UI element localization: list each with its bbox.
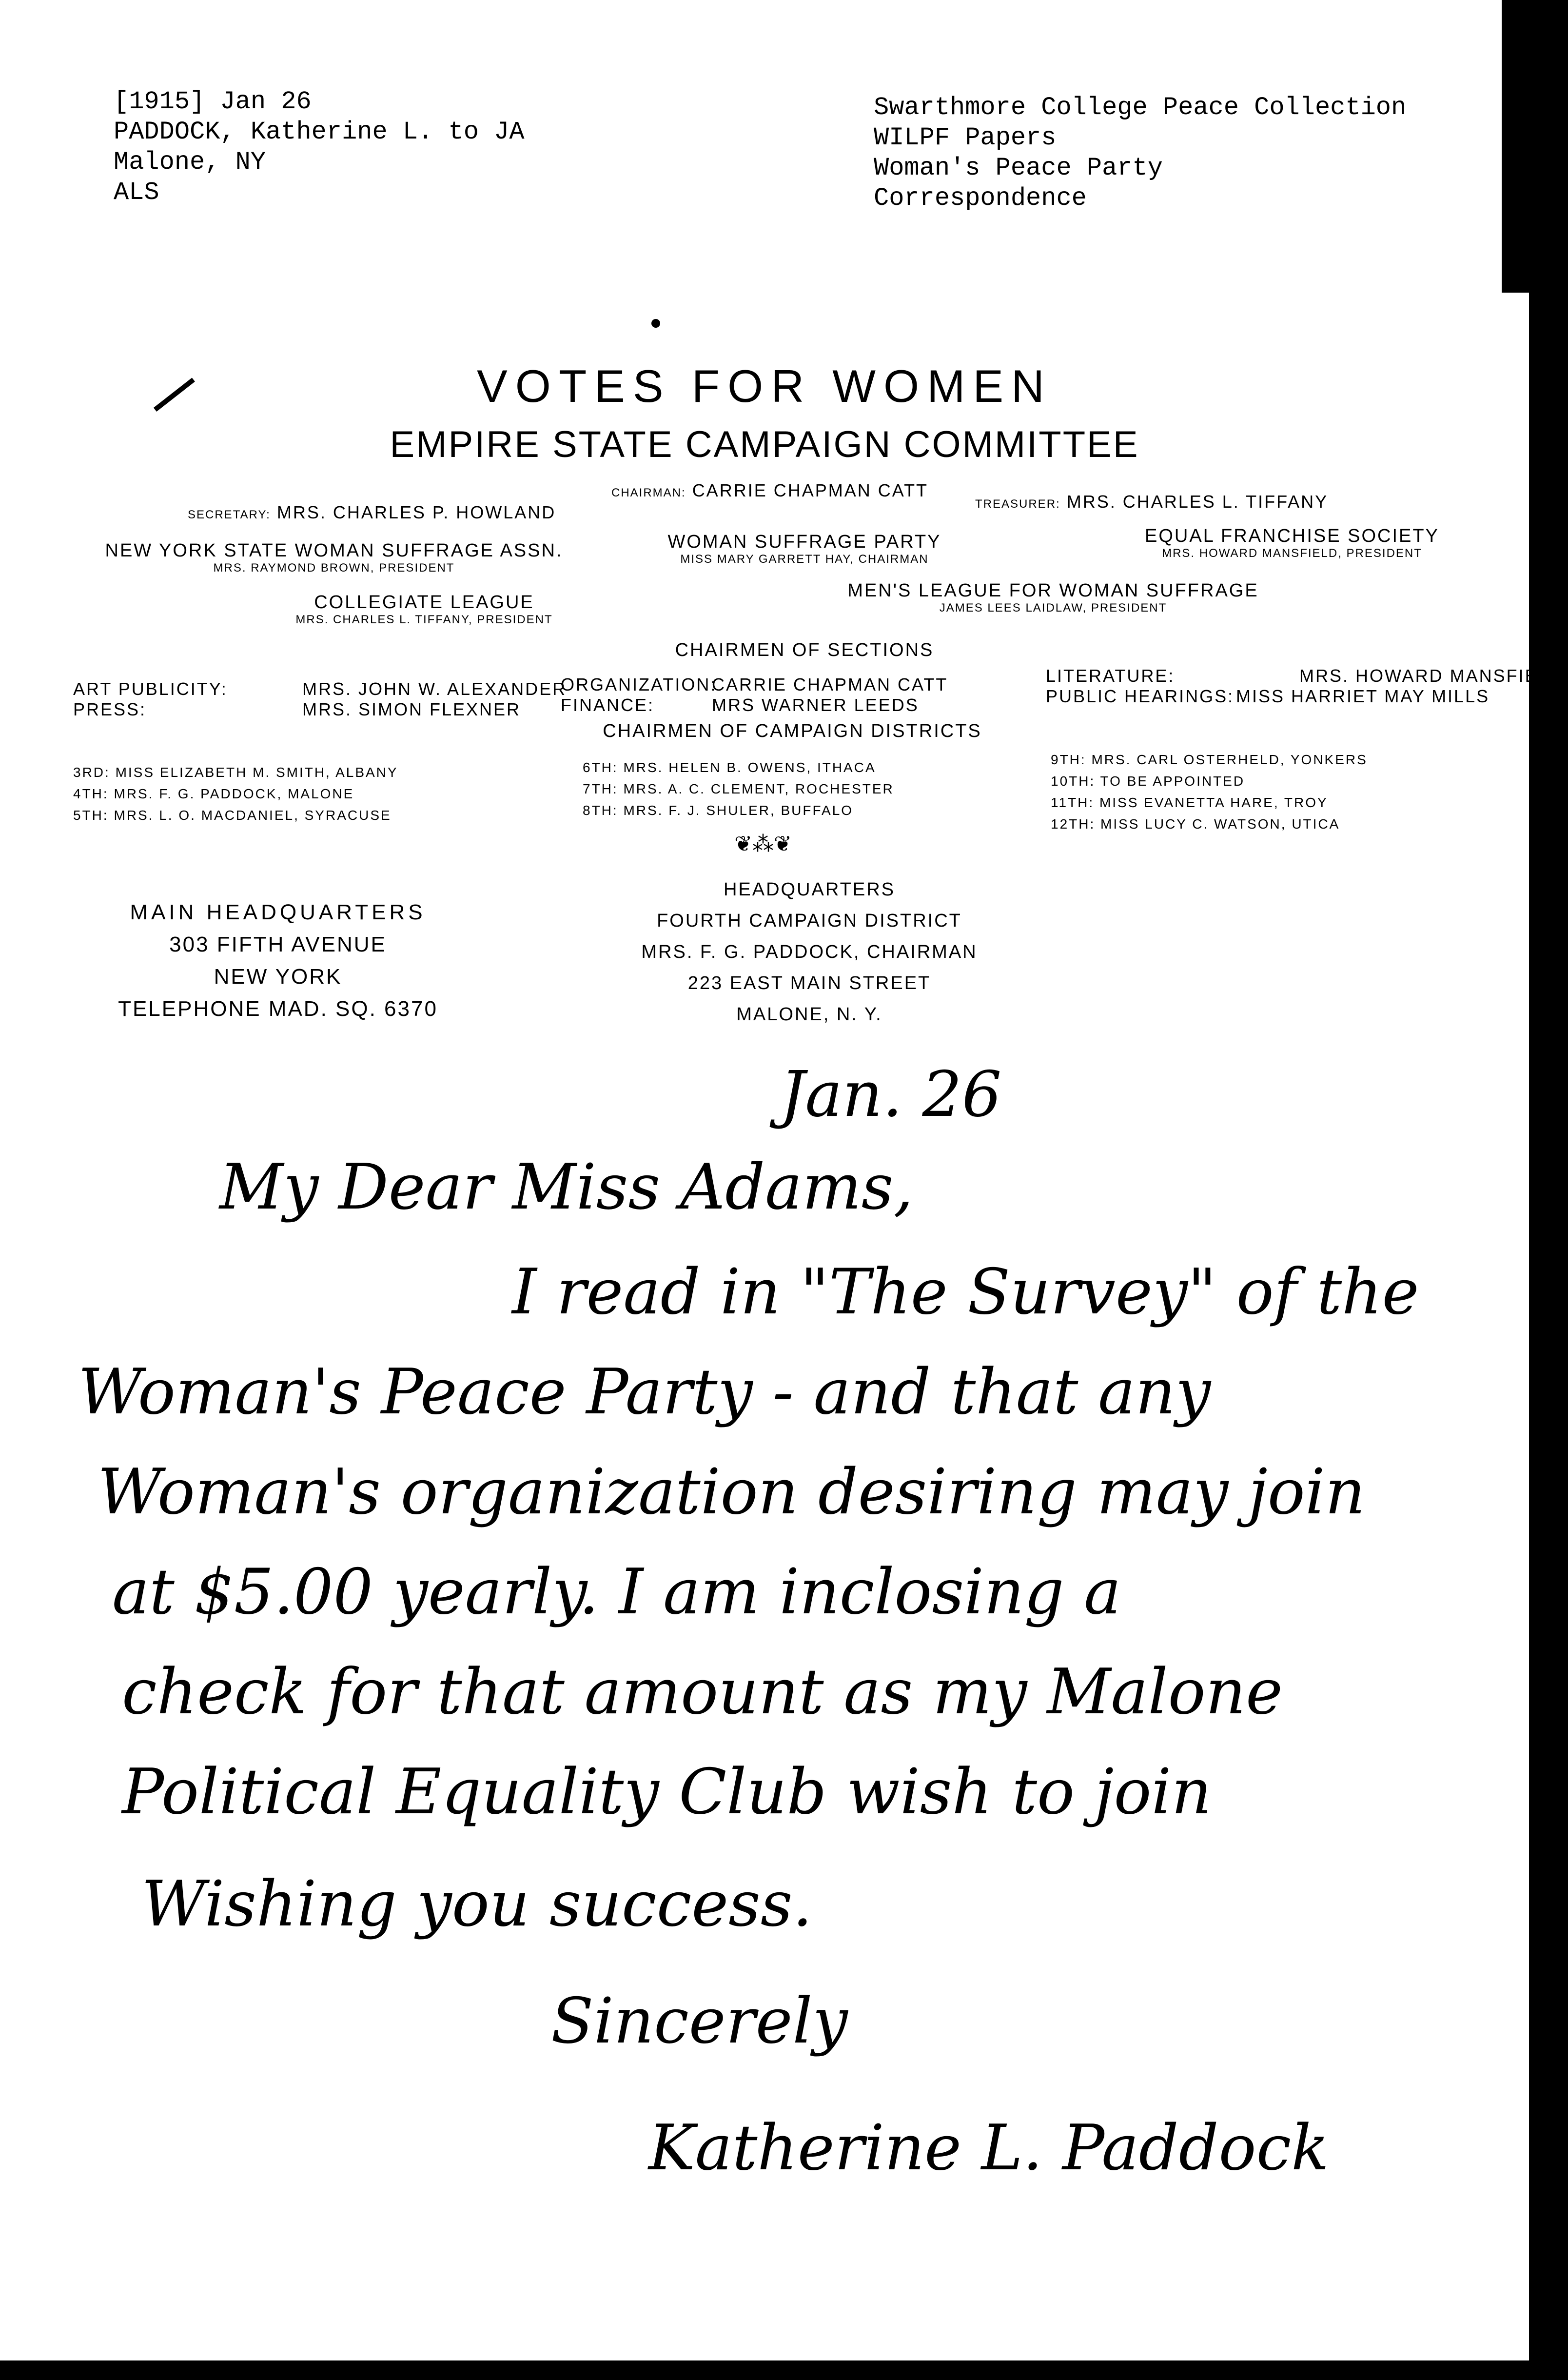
sections-right <box>1046 666 1564 707</box>
collection-name: Swarthmore College Peace Collection <box>874 93 1407 122</box>
chairman-name: CARRIE CHAPMAN CATT <box>692 480 929 500</box>
district-10: 10TH: TO BE APPOINTED <box>1051 774 1245 789</box>
section-label: ORGANIZATION: <box>561 674 717 694</box>
org-name: WOMAN SUFFRAGE PARTY <box>667 532 941 552</box>
section-label: PRESS: <box>73 699 147 719</box>
main-headquarters <box>68 896 488 1025</box>
district-headquarters <box>566 874 1053 1030</box>
section-chair: MRS WARNER LEEDS <box>712 695 919 715</box>
ink-dot <box>651 319 660 328</box>
letter-line-1: I read in "The Survey" of the <box>512 1256 1419 1329</box>
section-label: FINANCE: <box>561 695 655 715</box>
district-3: 3RD: MISS ELIZABETH M. SMITH, ALBANY <box>73 765 398 780</box>
section-label: PUBLIC HEARINGS: <box>1046 686 1235 706</box>
letter-signature: Katherine L. Paddock <box>648 2112 1329 2184</box>
district-9: 9TH: MRS. CARL OSTERHELD, YONKERS <box>1051 752 1368 767</box>
org-officer: MRS. CHARLES L. TIFFANY, PRESIDENT <box>295 613 553 626</box>
org-ml <box>761 580 1346 615</box>
org-name: MEN'S LEAGUE FOR WOMAN SUFFRAGE <box>847 580 1259 601</box>
org-name: NEW YORK STATE WOMAN SUFFRAGE ASSN. <box>105 540 563 561</box>
letterhead-title: VOTES FOR WOMEN <box>477 360 1052 412</box>
district-8: 8TH: MRS. F. J. SHULER, BUFFALO <box>583 803 854 818</box>
section-chair: MRS. HOWARD MANSFIELD <box>1299 666 1564 686</box>
collection-papers: WILPF Papers <box>874 123 1057 152</box>
citation-date: [1915] Jan 26 <box>114 87 312 116</box>
org-officer: MISS MARY GARRETT HAY, CHAIRMAN <box>680 553 929 566</box>
org-nysws <box>78 540 590 575</box>
letter-closing: Sincerely <box>551 1985 848 2058</box>
treasurer-name: MRS. CHARLES L. TIFFANY <box>1066 492 1329 512</box>
districts-right <box>1051 749 1368 835</box>
section-organization <box>561 674 948 695</box>
district-hq-district: FOURTH CAMPAIGN DISTRICT <box>657 911 962 931</box>
section-press <box>73 699 567 720</box>
district-hq-title: HEADQUARTERS <box>723 879 896 900</box>
org-officer: MRS. HOWARD MANSFIELD, PRESIDENT <box>1162 547 1422 560</box>
district-hq-chairman: MRS. F. G. PADDOCK, CHAIRMAN <box>641 942 978 962</box>
collection-subseries: Correspondence <box>874 184 1087 213</box>
districts-heading: CHAIRMEN OF CAMPAIGN DISTRICTS <box>603 721 982 741</box>
org-officer: MRS. RAYMOND BROWN, PRESIDENT <box>213 561 455 575</box>
letter-line-2: Woman's Peace Party - and that any <box>78 1356 1211 1428</box>
district-hq-city: MALONE, N. Y. <box>736 1004 882 1025</box>
main-hq-title: MAIN HEADQUARTERS <box>130 900 426 924</box>
secretary-label: SECRETARY: <box>188 508 271 521</box>
district-6: 6TH: MRS. HELEN B. OWENS, ITHACA <box>583 760 876 775</box>
letter-line-7: Wishing you success. <box>141 1868 813 1941</box>
district-5: 5TH: MRS. L. O. MACDANIEL, SYRACUSE <box>73 808 392 823</box>
org-name: COLLEGIATE LEAGUE <box>314 592 534 613</box>
section-chair: MRS. SIMON FLEXNER <box>302 699 521 719</box>
citation-place: Malone, NY <box>114 148 266 177</box>
section-finance <box>561 695 948 715</box>
org-efs <box>1097 526 1487 560</box>
district-11: 11TH: MISS EVANETTA HARE, TROY <box>1051 795 1328 810</box>
section-chair: MRS. JOHN W. ALEXANDER <box>302 679 567 699</box>
citation-type: ALS <box>114 178 159 207</box>
letter-line-6: Political Equality Club wish to join <box>122 1756 1212 1828</box>
letter-date: Jan. 26 <box>780 1058 1002 1131</box>
section-public-hearings <box>1046 686 1564 707</box>
main-hq-telephone: TELEPHONE MAD. SQ. 6370 <box>118 997 438 1021</box>
chairman-label: CHAIRMAN: <box>611 486 686 499</box>
districts-left <box>73 762 398 826</box>
main-hq-city: NEW YORK <box>214 965 342 989</box>
section-chair: CARRIE CHAPMAN CATT <box>712 674 948 694</box>
archive-collection <box>874 93 1406 214</box>
letter-line-3: Woman's organization desiring may join <box>98 1456 1366 1528</box>
org-name: EQUAL FRANCHISE SOCIETY <box>1145 526 1439 546</box>
districts-mid <box>583 757 894 821</box>
section-art <box>73 679 567 699</box>
archive-citation <box>114 87 525 208</box>
secretary-name: MRS. CHARLES P. HOWLAND <box>276 502 556 522</box>
citation-correspondents: PADDOCK, Katherine L. to JA <box>114 118 525 146</box>
section-label: ART PUBLICITY: <box>73 679 228 699</box>
org-cl <box>205 592 644 627</box>
secretary-line <box>188 502 556 523</box>
district-7: 7TH: MRS. A. C. CLEMENT, ROCHESTER <box>583 781 894 796</box>
letter-line-4: at $5.00 yearly. I am inclosing a <box>112 1556 1121 1628</box>
district-4: 4TH: MRS. F. G. PADDOCK, MALONE <box>73 786 354 801</box>
section-label: LITERATURE: <box>1046 666 1175 686</box>
org-officer: JAMES LEES LAIDLAW, PRESIDENT <box>939 601 1167 615</box>
letter-salutation: My Dear Miss Adams, <box>219 1151 914 1224</box>
treasurer-line <box>975 492 1328 512</box>
committee-name: EMPIRE STATE CAMPAIGN COMMITTEE <box>390 424 1139 465</box>
letter-line-5: check for that amount as my Malone <box>122 1656 1283 1728</box>
sections-left <box>73 679 567 720</box>
main-hq-address: 303 FIFTH AVENUE <box>169 932 387 956</box>
sections-heading: CHAIRMEN OF SECTIONS <box>675 640 934 660</box>
collection-series: Woman's Peace Party <box>874 154 1163 182</box>
org-wsp <box>585 532 1024 566</box>
chairman-line <box>611 480 928 501</box>
section-literature <box>1046 666 1564 686</box>
district-hq-address: 223 EAST MAIN STREET <box>687 973 931 993</box>
treasurer-label: TREASURER: <box>975 497 1060 511</box>
ornament-icon: ❦⁂❦ <box>734 832 792 856</box>
sections-mid <box>561 674 948 715</box>
district-12: 12TH: MISS LUCY C. WATSON, UTICA <box>1051 816 1340 832</box>
section-chair: MISS HARRIET MAY MILLS <box>1236 686 1490 706</box>
